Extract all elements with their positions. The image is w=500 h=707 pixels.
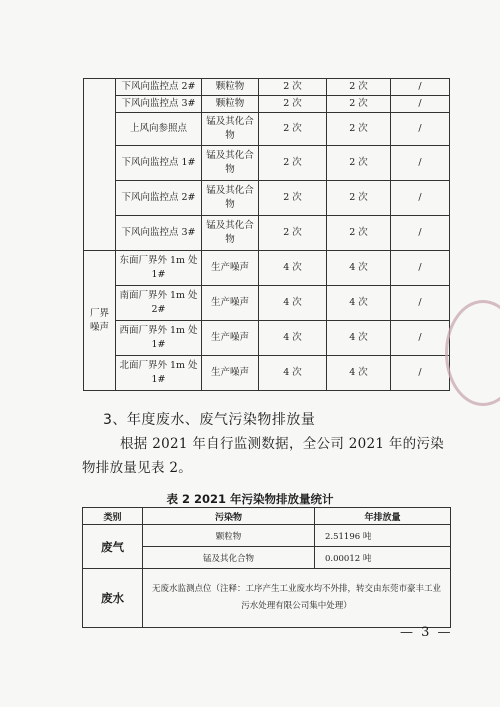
freq-cell: 2 次 bbox=[327, 181, 391, 216]
item-cell: 生产噪声 bbox=[202, 251, 259, 286]
section-heading: 3、年度废水、废气污染物排放量 bbox=[103, 412, 316, 428]
item-cell: 锰及其化合物 bbox=[202, 113, 259, 146]
table-row bbox=[84, 321, 450, 356]
category-cell: 废气 bbox=[83, 525, 143, 569]
table-row bbox=[84, 181, 450, 216]
freq-cell: 4 次 bbox=[259, 286, 327, 321]
table-row bbox=[84, 113, 450, 146]
table-header-row bbox=[83, 508, 451, 525]
freq-cell: 4 次 bbox=[259, 251, 327, 286]
freq-cell: 2 次 bbox=[259, 79, 327, 96]
table-row bbox=[83, 569, 451, 628]
pollutant-cell: 锰及其化合物 bbox=[143, 547, 315, 569]
item-cell: 生产噪声 bbox=[202, 356, 259, 391]
point-cell: 下风向监控点 3# bbox=[116, 216, 202, 251]
page-number: — 3 — bbox=[400, 625, 453, 640]
note-cell: / bbox=[391, 356, 450, 391]
amount-cell: 0.00012 吨 bbox=[315, 547, 451, 569]
point-cell: 下风向监控点 2# bbox=[116, 181, 202, 216]
amount-cell: 2.51196 吨 bbox=[315, 525, 451, 547]
freq-cell: 2 次 bbox=[327, 146, 391, 181]
point-cell: 东面厂界外 1m 处 1# bbox=[116, 251, 202, 286]
note-cell: / bbox=[391, 146, 450, 181]
header-cell: 类别 bbox=[83, 508, 143, 525]
point-cell: 下风向监控点 3# bbox=[116, 96, 202, 113]
point-cell: 西面厂界外 1m 处 1# bbox=[116, 321, 202, 356]
freq-cell: 2 次 bbox=[259, 113, 327, 146]
note-cell: / bbox=[391, 251, 450, 286]
note-cell: / bbox=[391, 216, 450, 251]
freq-cell: 2 次 bbox=[259, 181, 327, 216]
note-cell: / bbox=[391, 321, 450, 356]
table-row bbox=[84, 216, 450, 251]
table-row bbox=[84, 286, 450, 321]
note-cell: / bbox=[391, 286, 450, 321]
item-cell: 生产噪声 bbox=[202, 286, 259, 321]
point-cell: 北面厂界外 1m 处 1# bbox=[116, 356, 202, 391]
point-cell: 下风向监控点 1# bbox=[116, 146, 202, 181]
note-cell: / bbox=[391, 113, 450, 146]
item-cell: 锰及其化合物 bbox=[202, 181, 259, 216]
item-cell: 锰及其化合物 bbox=[202, 146, 259, 181]
emission-table bbox=[82, 507, 451, 628]
freq-cell: 2 次 bbox=[327, 113, 391, 146]
company-seal bbox=[445, 300, 500, 406]
table-row bbox=[84, 79, 450, 96]
freq-cell: 2 次 bbox=[327, 216, 391, 251]
table-row bbox=[84, 356, 450, 391]
header-cell: 污染物 bbox=[143, 508, 315, 525]
header-cell: 年排放量 bbox=[315, 508, 451, 525]
item-cell: 锰及其化合物 bbox=[202, 216, 259, 251]
water-note-cell: 无废水监测点位（注释：工序产生工业废水均不外排，转交由东莞市豪丰工业污水处理有限公司集中处理） bbox=[143, 569, 451, 628]
category-cell bbox=[84, 79, 116, 251]
freq-cell: 4 次 bbox=[259, 321, 327, 356]
freq-cell: 2 次 bbox=[327, 96, 391, 113]
pollutant-cell: 颗粒物 bbox=[143, 525, 315, 547]
freq-cell: 4 次 bbox=[327, 251, 391, 286]
freq-cell: 4 次 bbox=[327, 321, 391, 356]
freq-cell: 2 次 bbox=[259, 146, 327, 181]
point-cell: 上风向参照点 bbox=[116, 113, 202, 146]
table-row bbox=[83, 525, 451, 547]
item-cell: 颗粒物 bbox=[202, 96, 259, 113]
point-cell: 南面厂界外 1m 处 2# bbox=[116, 286, 202, 321]
item-cell: 颗粒物 bbox=[202, 79, 259, 96]
noise-category-cell: 厂界噪声 bbox=[84, 251, 116, 391]
freq-cell: 2 次 bbox=[259, 96, 327, 113]
item-cell: 生产噪声 bbox=[202, 321, 259, 356]
freq-cell: 2 次 bbox=[259, 216, 327, 251]
body-paragraph: 根据 2021 年自行监测数据，全公司 2021 年的污染物排放量见表 2。 bbox=[82, 436, 445, 476]
note-cell: / bbox=[391, 96, 450, 113]
table-caption: 表 2 2021 年污染物排放量统计 bbox=[166, 492, 334, 506]
note-cell: / bbox=[391, 79, 450, 96]
point-cell: 下风向监控点 2# bbox=[116, 79, 202, 96]
freq-cell: 2 次 bbox=[327, 79, 391, 96]
freq-cell: 4 次 bbox=[327, 286, 391, 321]
note-cell: / bbox=[391, 181, 450, 216]
table-row bbox=[84, 96, 450, 113]
category-cell: 废水 bbox=[83, 569, 143, 628]
monitoring-table bbox=[83, 78, 450, 391]
table-row bbox=[84, 251, 450, 286]
table-row bbox=[84, 146, 450, 181]
freq-cell: 4 次 bbox=[327, 356, 391, 391]
freq-cell: 4 次 bbox=[259, 356, 327, 391]
